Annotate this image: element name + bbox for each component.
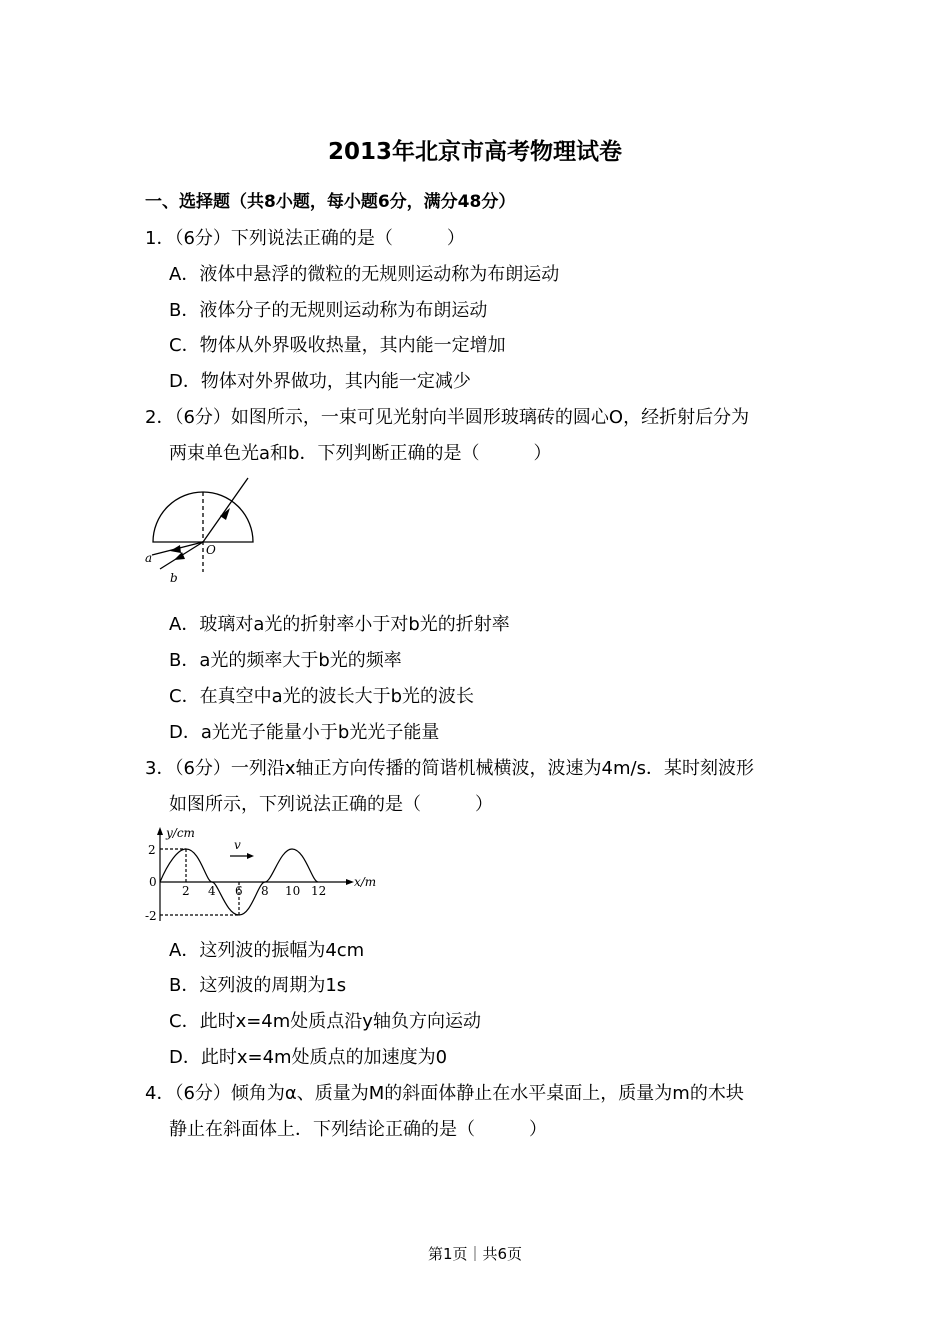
y-axis-label: y/cm	[166, 826, 195, 840]
x-tick-2: 2	[182, 884, 190, 898]
question-2-option-a: A．玻璃对a光的折射率小于对b光的折射率	[169, 614, 510, 635]
velocity-label: v	[234, 838, 241, 852]
question-4-stem-line-1: 4．（6分）倾角为α、质量为M的斜面体静止在水平桌面上，质量为m的木块	[145, 1083, 744, 1104]
question-1-stem: 1．（6分）下列说法正确的是（ ）	[145, 228, 465, 249]
velocity-arrowhead	[247, 853, 254, 859]
y-tick-2: 2	[148, 843, 156, 857]
question-3-option-a: A．这列波的振幅为4cm	[169, 940, 365, 961]
x-axis-label: x/m	[354, 875, 377, 889]
y-axis-arrowhead	[157, 827, 163, 835]
question-3-stem-line-2: 如图所示，下列说法正确的是（ ）	[169, 794, 493, 815]
label-a: a	[145, 551, 153, 565]
question-1-option-a: A．液体中悬浮的微粒的无规则运动称为布朗运动	[169, 264, 560, 285]
section-heading: 一、选择题（共8小题，每小题6分，满分48分）	[145, 192, 516, 212]
question-1-option-d: D．物体对外界做功，其内能一定减少	[169, 371, 471, 392]
question-3-figure-wave-graph	[140, 825, 385, 925]
ray-b-arrowhead	[174, 552, 185, 560]
question-3-stem-line-1: 3．（6分）一列沿x轴正方向传播的简谐机械横波，波速为4m/s．某时刻波形	[145, 758, 754, 779]
question-2-stem-line-1: 2．（6分）如图所示，一束可见光射向半圆形玻璃砖的圆心O，经折射后分为	[145, 407, 750, 428]
question-2-figure-semicircle-glass	[140, 474, 265, 589]
question-2-option-d: D．a光光子能量小于b光光子能量	[169, 722, 440, 743]
page-title: 2013年北京市高考物理试卷	[327, 139, 622, 165]
ray-a-arrowhead	[170, 545, 181, 553]
question-1-option-c: C．物体从外界吸收热量，其内能一定增加	[169, 335, 506, 356]
x-axis-arrowhead	[346, 879, 354, 885]
question-3-option-b: B．这列波的周期为1s	[169, 975, 347, 996]
question-2-stem-line-2: 两束单色光a和b．下列判断正确的是（ ）	[169, 443, 552, 464]
question-1-option-b: B．液体分子的无规则运动称为布朗运动	[169, 300, 488, 321]
question-4-stem-line-2: 静止在斜面体上．下列结论正确的是（ ）	[169, 1119, 547, 1140]
x-tick-8: 8	[261, 884, 269, 898]
x-tick-6: 6	[235, 884, 243, 898]
question-3-option-c: C．此时x=4m处质点沿y轴负方向运动	[169, 1011, 481, 1032]
question-2-option-c: C．在真空中a光的波长大于b光的波长	[169, 686, 475, 707]
page-footer: 第1页｜共6页	[427, 1245, 523, 1263]
x-tick-12: 12	[311, 884, 327, 898]
x-tick-4: 4	[208, 884, 216, 898]
x-tick-10: 10	[285, 884, 301, 898]
label-o: O	[206, 543, 216, 557]
y-tick-neg-2: -2	[145, 909, 157, 923]
label-b: b	[170, 571, 178, 585]
y-tick-0: 0	[149, 875, 157, 889]
question-2-option-b: B．a光的频率大于b光的频率	[169, 650, 402, 671]
question-3-option-d: D．此时x=4m处质点的加速度为0	[169, 1047, 448, 1068]
